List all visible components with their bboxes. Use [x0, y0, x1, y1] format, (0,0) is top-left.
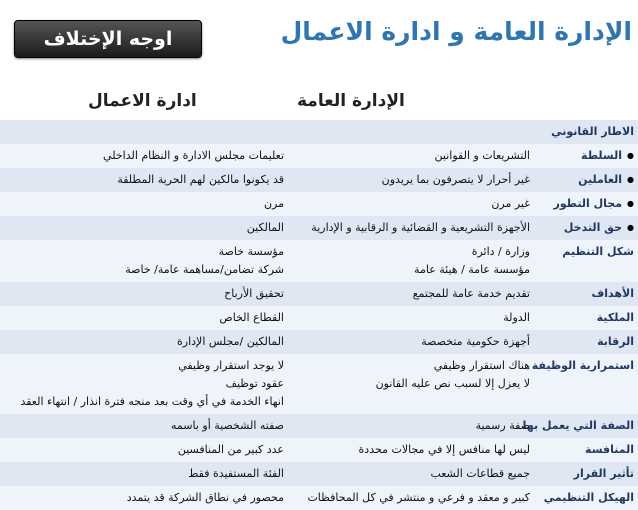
row-label-text: الاطار القانوني	[551, 125, 634, 138]
public-admin-value: صفة رسمية	[475, 419, 530, 432]
business-admin-value: لا يوجد استقرار وظيفي	[178, 359, 284, 372]
business-admin-value: تعليمات مجلس الادارة و النظام الداخلي	[103, 149, 284, 162]
table-row	[0, 414, 638, 438]
public-admin-value: مؤسسة عامة / هيئة عامة	[414, 263, 530, 276]
table-row	[0, 120, 638, 144]
row-label	[534, 438, 638, 462]
row-label-text: ● السلطة	[536, 147, 634, 165]
public-admin-cell	[290, 462, 534, 486]
public-admin-value: غير مرن	[491, 197, 530, 210]
public-admin-cell	[290, 120, 534, 144]
public-admin-cell	[290, 282, 534, 306]
row-label-text: ● حق التدخل	[536, 219, 634, 237]
business-admin-cell	[0, 282, 290, 306]
public-admin-cell	[290, 354, 534, 414]
row-label	[534, 282, 638, 306]
public-admin-cell	[290, 216, 534, 240]
table-row	[0, 240, 638, 282]
row-label	[534, 120, 638, 144]
public-admin-cell	[290, 306, 534, 330]
row-label-text: المنافسة	[585, 443, 634, 456]
row-label-text: ● العاملين	[536, 171, 634, 189]
table-row	[0, 216, 638, 240]
public-admin-cell	[290, 168, 534, 192]
table-row	[0, 144, 638, 168]
public-admin-value: أجهزة حكومية متخصصة	[421, 335, 530, 348]
business-admin-value: تحقيق الأرباح	[224, 287, 284, 300]
business-admin-value: محصور في نطاق الشركة قد يتمدد	[126, 491, 284, 504]
business-admin-value: مرن	[263, 197, 284, 210]
business-admin-cell	[0, 192, 290, 216]
public-admin-value: جميع قطاعات الشعب	[430, 467, 530, 480]
public-admin-value	[294, 123, 530, 141]
business-admin-cell	[0, 120, 290, 144]
business-admin-value: انهاء الخدمة في أي وقت بعد منحه فترة انذار / انتهاء العقد	[20, 395, 284, 408]
row-label-text: الهيكل التنظيمي	[543, 491, 634, 504]
row-label	[534, 240, 638, 282]
row-label-text: الأهداف	[591, 287, 634, 300]
table-row	[0, 192, 638, 216]
business-admin-value: الفئة المستفيدة فقط	[188, 467, 284, 480]
table-row	[0, 438, 638, 462]
table-row	[0, 330, 638, 354]
public-admin-value: الدولة	[503, 311, 530, 324]
public-admin-value: وزارة / دائرة	[471, 245, 530, 258]
business-admin-cell	[0, 306, 290, 330]
public-admin-cell	[290, 414, 534, 438]
business-admin-value: مؤسسة خاصة	[218, 245, 284, 258]
business-admin-cell	[0, 168, 290, 192]
public-admin-cell	[290, 240, 534, 282]
public-admin-value: كبير و معقد و فرعي و منتشر في كل المحافظات	[307, 491, 530, 504]
table-row	[0, 462, 638, 486]
column-header-business-admin: ادارة الاعمال	[88, 91, 197, 111]
business-admin-value: عدد كبير من المنافسين	[177, 443, 284, 456]
row-label-text: استمرارية الوظيفة	[531, 359, 634, 372]
business-admin-value: شركة تضامن/مساهمة عامة/ خاصة	[125, 263, 284, 276]
row-label	[531, 354, 638, 414]
business-admin-value: المالكين /مجلس الإدارة	[177, 335, 284, 348]
business-admin-value: القطاع الخاص	[219, 311, 284, 324]
public-admin-value: تقديم خدمة عامة للمجتمع	[412, 287, 530, 300]
business-admin-cell	[0, 216, 290, 240]
public-admin-cell	[290, 486, 534, 510]
row-label-text: الصفة التي يعمل بها	[522, 419, 634, 432]
row-label	[534, 144, 638, 168]
row-label	[534, 462, 638, 486]
public-admin-value: الأجهزة التشريعية و القضائية و الرقابية و الإدارية	[311, 221, 530, 234]
row-label	[534, 216, 638, 240]
row-label	[522, 414, 638, 438]
public-admin-value: التشريعات و القوانين	[434, 149, 530, 162]
column-header-public-admin: الإدارة العامة	[297, 91, 405, 111]
row-label	[534, 168, 638, 192]
business-admin-cell	[0, 240, 290, 282]
row-label-text: ● مجال التطور	[536, 195, 634, 213]
differences-badge: اوجه الإختلاف	[14, 20, 202, 58]
table-row	[0, 354, 638, 414]
business-admin-value: صفته الشخصية أو باسمه	[171, 419, 284, 432]
row-label-text: شكل التنظيم	[562, 245, 634, 258]
public-admin-cell	[290, 144, 534, 168]
table-row	[0, 486, 638, 510]
business-admin-value: قد يكونوا مالكين لهم الحرية المطلقة	[117, 173, 284, 186]
comparison-table	[0, 120, 638, 510]
row-label	[534, 192, 638, 216]
public-admin-cell	[290, 438, 534, 462]
row-label	[534, 330, 638, 354]
row-label-text: الرقابة	[597, 335, 634, 348]
row-label-text: الملكية	[596, 311, 634, 324]
business-admin-cell	[0, 354, 290, 414]
business-admin-cell	[0, 414, 290, 438]
public-admin-value: غير أحرار لا يتصرفون بما يريدون	[381, 173, 530, 186]
slide-title: الإدارة العامة و ادارة الاعمال	[280, 17, 632, 46]
business-admin-cell	[0, 462, 290, 486]
business-admin-cell	[0, 330, 290, 354]
business-admin-cell	[0, 144, 290, 168]
row-label-text: تأثير القرار	[573, 467, 634, 480]
business-admin-value: عقود توظيف	[225, 377, 284, 390]
public-admin-cell	[290, 330, 534, 354]
business-admin-cell	[0, 486, 290, 510]
row-label	[534, 486, 638, 510]
public-admin-value: لا يعزل إلا لسبب نص عليه القانون	[375, 377, 530, 390]
public-admin-value: ليس لها منافس إلا في مجالات محددة	[358, 443, 530, 456]
row-label	[534, 306, 638, 330]
public-admin-value: هناك استقرار وظيفي	[433, 359, 530, 372]
business-admin-value: المالكين	[246, 221, 284, 234]
table-row	[0, 306, 638, 330]
business-admin-cell	[0, 438, 290, 462]
business-admin-value	[4, 123, 284, 141]
table-row	[0, 168, 638, 192]
public-admin-cell	[290, 192, 534, 216]
table-row	[0, 282, 638, 306]
